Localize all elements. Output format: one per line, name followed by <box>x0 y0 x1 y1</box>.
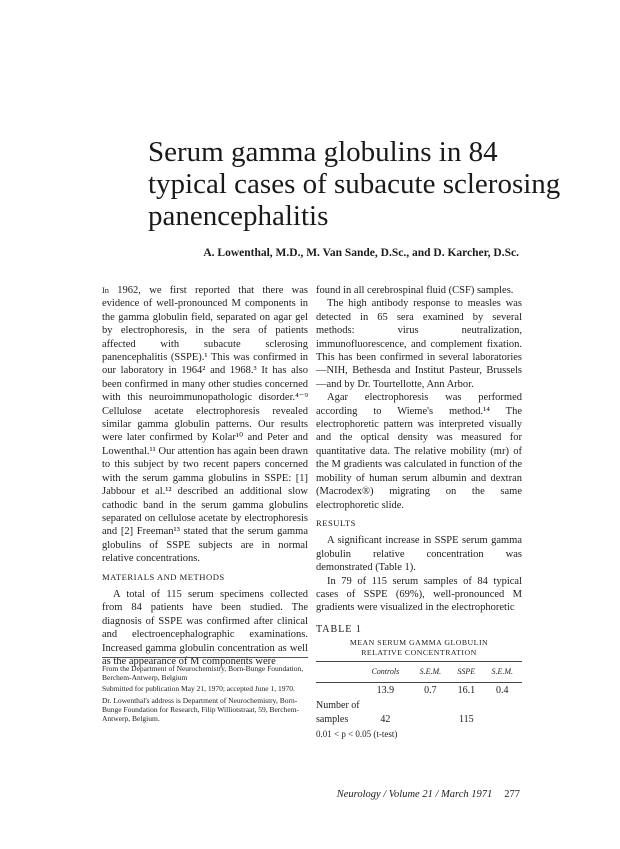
methods-paragraph: A total of 115 serum specimens collected from 84 patients have been studied. The diagnosis of SSPE was confirmed after clinical and electroencephalographic examinations. Increased gamma globulin concentration as well as the appearance of M components were <box>102 588 308 667</box>
table-cell: 16.1 <box>457 684 476 696</box>
intro-dropcap: In <box>102 286 109 295</box>
measles-paragraph: The high antibody response to measles was detected in 65 sera examined by several methods: virus neutralization, immunofluorescence, and complement fixation. This has been confirmed in several laboratories—NIH, Bethesda and Institut Pasteur, Brussels—and by Dr. Tourtellotte, Ann Arbor. <box>316 298 522 390</box>
table-cell: 0.4 <box>496 684 509 696</box>
footnotes <box>102 657 308 725</box>
footnote-address: Dr. Lowenthal's address is Department of Neurochemistry, Born-Bunge Foundation for Research, Filip Williotstraat, 59, Berchem-Antwerp, Belgium. <box>102 695 300 724</box>
table-header-row <box>316 662 522 682</box>
intro-text: 1962, we first reported that there was evidence of well-pronounced M components in the gamma globulin field, separated on agar gel by electrophoresis, in the sera of patients affected with subacute sclerosing panencephalitis (SSPE).¹ This was confirmed in our laboratory in 1964² and 1968.³ It has also been confirmed in many other studies concerned with this neuroimmunopathologic disorder.⁴⁻⁹ Cellulose acetate electrophoresis revealed similar gamma globulin patterns. Our results were later confirmed by Kolar¹⁰ and Peter and Lowenthal.¹¹ Our attention has again been drawn to this subject by two recent papers concerned with the serum gamma globulins in SSPE: [1] Jabbour et al.¹² described an additional slow cathodic band in the serum gamma globulins separated on cellulose acetate by electrophoresis and [2] Freeman¹³ stated that the serum gamma globulins of SSPE subjects are in normal relative concentrations. <box>102 285 308 565</box>
author-line: A. Lowenthal, M.D., M. Van Sande, D.Sc., and D. Karcher, D.Sc. <box>203 247 519 259</box>
table-cell: 13.9 <box>376 684 395 696</box>
table-cell <box>316 682 360 698</box>
agar-paragraph: Agar electrophoresis was performed according to Wieme's method.¹⁴ The electrophoretic pattern was interpreted visually and the optical density was measured for quantitative data. The relative mobility (mr) of the M gradients was calculated in function of the mobility of human serum albumin and dextran (Macrodex®) migrating on the same electrophoretic slide. <box>316 392 522 511</box>
table-caption <box>316 638 522 657</box>
table-row <box>316 698 522 727</box>
table-header-cell: S.E.M. <box>411 662 450 682</box>
results-paragraph-2: In 79 of 115 serum samples of 84 typical cases of SSPE (69%), well-pronounced M gradients were visualized in the electrophoretic <box>316 575 522 614</box>
methods-heading: MATERIALS AND METHODS <box>102 571 225 582</box>
table-header-cell: SSPE <box>450 662 483 682</box>
table-header-cell: S.E.M. <box>483 662 522 682</box>
running-footer <box>330 789 520 800</box>
left-column <box>102 284 308 668</box>
table-caption-line-1: MEAN SERUM GAMMA GLOBULIN <box>349 638 489 648</box>
table-header-cell: Controls <box>360 662 411 682</box>
table-header-cell <box>316 662 360 682</box>
intro-paragraph <box>102 284 308 566</box>
table-caption-line-2: RELATIVE CONCENTRATION <box>361 647 477 657</box>
table-cell-label <box>316 698 360 727</box>
footnote-submission: Submitted for publication May 21, 1970; accepted June 1, 1970. <box>102 684 295 694</box>
data-table <box>316 661 522 727</box>
table-1 <box>316 623 522 742</box>
continuation-paragraph: found in all cerebrospinal fluid (CSF) samples. <box>316 285 514 296</box>
table-footnote: 0.01 < p < 0.05 (t-test) <box>316 728 398 739</box>
samples-label-line-2: samples <box>316 713 349 725</box>
table-row <box>316 682 522 698</box>
results-heading: RESULTS <box>316 517 356 528</box>
article-title: Serum gamma globulins in 84 typical cases of subacute sclerosing panencephalitis <box>148 136 561 232</box>
table-cell: 0.7 <box>424 684 437 696</box>
table-label: TABLE 1 <box>316 623 362 635</box>
table-cell <box>483 698 522 727</box>
page-number: 277 <box>504 789 520 800</box>
table-cell: 115 <box>458 713 474 725</box>
table-cell: 42 <box>380 713 391 725</box>
table-cell <box>411 698 450 727</box>
journal-citation: Neurology / Volume 21 / March 1971 <box>336 789 493 800</box>
footnote-affiliation: From the Department of Neurochemistry, Born-Bunge Foundation, Berchem-Antwerp, Belgium <box>102 664 304 683</box>
samples-label-line-1: Number of <box>316 700 360 712</box>
results-paragraph-1: A significant increase in SSPE serum gamma globulin relative concentration was demonstrated (Table 1). <box>316 535 522 574</box>
right-column <box>316 284 522 741</box>
